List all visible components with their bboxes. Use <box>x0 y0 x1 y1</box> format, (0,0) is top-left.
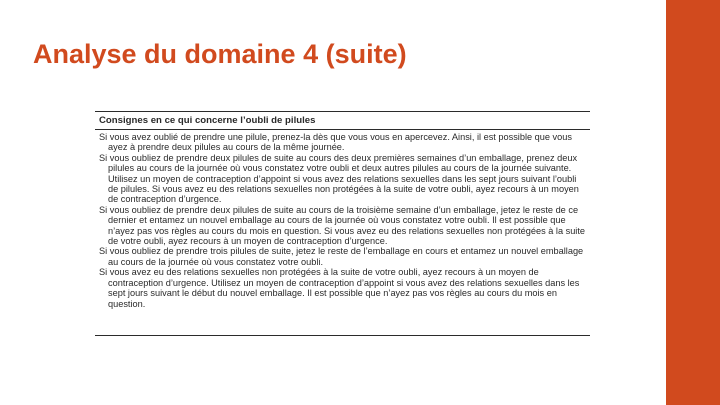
instruction-item: Si vous oubliez de prendre deux pilules de suite au cours des deux premières semaines d’un emballage, prenez deux pilules au cours de la journée où vous constatez votre oubli et deux autres pilules au cours de la journée suivante. Utilisez un moyen de contraception d’appoint si vous avez des relations sexuelles dans les sept jours suivant l’oubli de pilules. Si vous avez eu des relations sexuelles non protégées à la suite de votre oubli, ayez recours à un moyen de contraception d’urgence. <box>99 152 579 205</box>
table-header: Consignes en ce qui concerne l’oubli de pilules <box>95 112 590 130</box>
pill-instructions-table <box>95 111 590 336</box>
slide-title: Analyse du domaine 4 (suite) <box>33 39 407 69</box>
instruction-item: Si vous avez eu des relations sexuelles non protégées à la suite de votre oubli, ayez recours à un moyen de contraception d’urgence. Utilisez un moyen de contraception d’appoint si vous avez des relations sexuelles dans les sept jours suivant le début du nouvel emballage. Il est possible que n’ayez pas vos règles au cours du mois en question. <box>99 267 580 309</box>
instruction-item: Si vous oubliez de prendre trois pilules de suite, jetez le reste de l’emballage en cours et entamez un nouvel emballage au cours de la journée où vous constatez votre oubli. <box>99 246 584 267</box>
instruction-item: Si vous oubliez de prendre deux pilules de suite au cours de la troisième semaine d’un emballage, jetez le reste de ce dernier et entamez un nouvel emballage au cours de la journée où vous constatez votre oubli. Il est possible que n’ayez pas vos règles au cours du mois en question. Si vous avez eu des relations sexuelles non protégées à la suite de votre oubli, ayez recours à un moyen de contraception d’urgence. <box>99 204 586 247</box>
instruction-item: Si vous avez oublié de prendre une pilule, prenez-la dès que vous vous en apercevez. Ainsi, il est possible que vous ayez à prendre deux pilules au cours de la même journée. <box>99 132 572 153</box>
accent-bar <box>666 0 720 405</box>
table-body <box>95 130 590 309</box>
